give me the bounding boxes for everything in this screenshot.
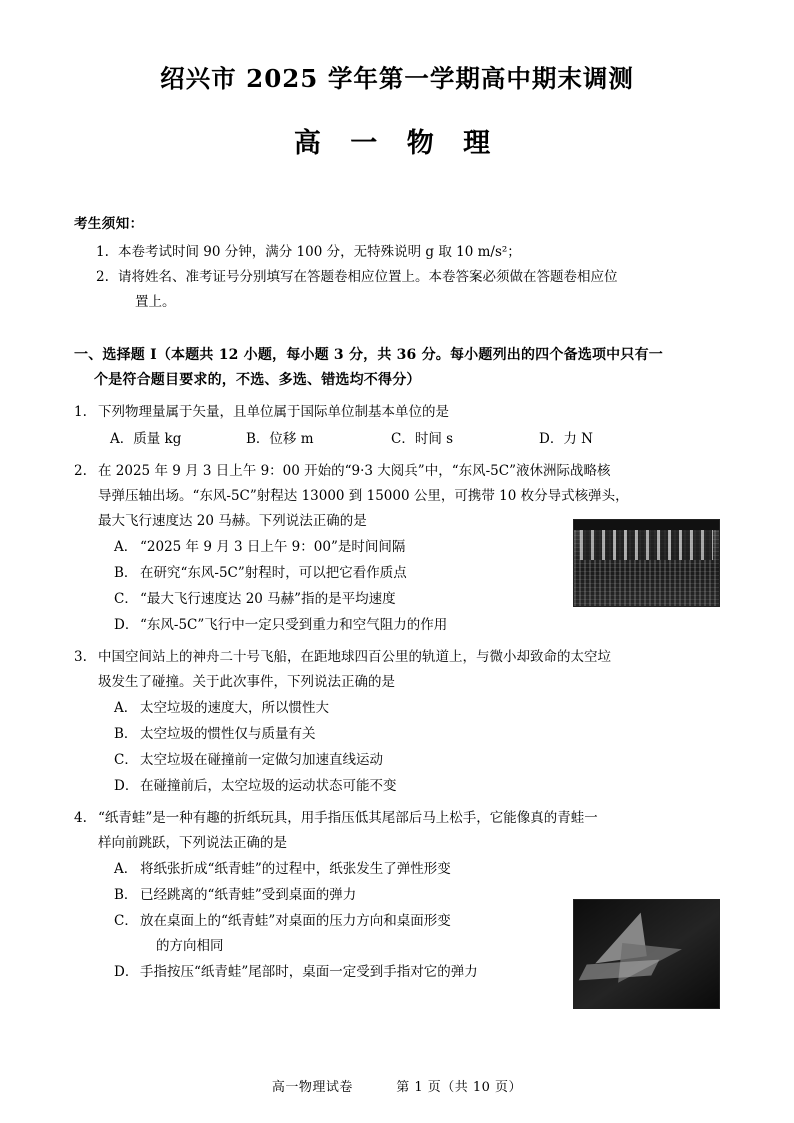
question-number: 2.	[74, 463, 87, 480]
page-title: 绍兴市 2025 学年第一学期高中期末调测	[160, 64, 634, 93]
notice-text: 本卷考试时间 90 分钟，满分 100 分，无特殊说明 g 取 10 m/s²；	[118, 244, 521, 260]
footer-right: 第 1 页（共 10 页）	[396, 1080, 523, 1095]
section-heading-line2: 个是符合题目要求的，不选、多选、错选均不得分）	[94, 372, 421, 389]
option-label: A．	[114, 860, 138, 877]
notice-list	[74, 240, 720, 315]
option-label: C．	[114, 912, 138, 929]
option-text: “2025 年 9 月 3 日上午 9：00”是时间间隔	[140, 539, 406, 556]
option-text: 将纸张折成“纸青蛙”的过程中，纸张发生了弹性形变	[140, 860, 451, 877]
question-stem	[74, 806, 720, 856]
question-stem	[74, 400, 720, 425]
question-text-line3: 最大飞行速度达 20 马赫。下列说法正确的是	[98, 513, 367, 530]
option-label: D．	[114, 777, 139, 794]
option-label: C．	[114, 591, 138, 608]
option-c	[74, 748, 720, 773]
option-b: B．位移 m	[246, 431, 314, 448]
notice-text	[118, 265, 720, 315]
photo-content	[574, 530, 719, 607]
option-label: B．	[114, 725, 138, 742]
subject-title: 高 一 物 理	[293, 128, 501, 159]
option-label: D．	[114, 617, 139, 634]
option-d	[74, 613, 720, 638]
option-text: 太空垃圾的惯性仅与质量有关	[140, 725, 316, 742]
question-number: 4.	[74, 809, 87, 826]
question-text	[98, 806, 720, 856]
question-text	[98, 645, 720, 695]
list-item	[74, 265, 720, 315]
list-item	[74, 240, 720, 265]
option-row	[74, 427, 720, 452]
option-text: 手指按压“纸青蛙”尾部时，桌面一定受到手指对它的弹力	[140, 963, 478, 980]
footer-left: 高一物理试卷	[271, 1080, 353, 1095]
option-a	[74, 696, 720, 721]
missile-parade-photo	[573, 519, 720, 607]
option-text: 已经跳离的“纸青蛙”受到桌面的弹力	[140, 886, 357, 903]
option-text: 在研究“东风-5C”射程时，可以把它看作质点	[140, 565, 407, 582]
option-d	[74, 774, 720, 799]
option-label: C．	[114, 751, 138, 768]
paper-frog-photo	[573, 899, 720, 1009]
question-number: 1.	[74, 404, 87, 421]
page-footer	[0, 1076, 794, 1095]
option-text-line1: 放在桌面上的“纸青蛙”对桌面的压力方向和桌面形变	[140, 912, 451, 929]
option-text: “最大飞行速度达 20 马赫”指的是平均速度	[140, 591, 396, 608]
notice-heading: 考生须知：	[74, 216, 144, 232]
option-text: “东风-5C”飞行中一定只受到重力和空气阻力的作用	[140, 617, 448, 634]
question-text-line2: 导弹压轴出场。“东风-5C”射程达 13000 到 15000 公里，可携带 10 枚分导式核弹头，	[98, 488, 629, 505]
question-text-line2: 样向前跳跃，下列说法正确的是	[98, 834, 287, 851]
question-number: 3.	[74, 649, 87, 665]
option-label: D．	[114, 963, 139, 980]
section-heading-line1: 一、选择题 I（本题共 12 小题，每小题 3 分，共 36 分。每小题列出的四个备选项中只有一	[74, 346, 663, 363]
question-text-line2: 圾发生了碰撞。关于此次事件，下列说法正确的是	[98, 673, 395, 690]
notice-text-line1: 请将姓名、准考证号分别填写在答题卷相应位置上。本卷答案必须做在答题卷相应位	[118, 268, 618, 285]
question-text-line1: 在 2025 年 9 月 3 日上午 9：00 开始的“9·3 大阅兵”中，“东风-5C”液休洲际战略核	[98, 463, 611, 480]
option-text: 太空垃圾在碰撞前一定做匀加速直线运动	[140, 751, 383, 768]
option-d: D．力 N	[539, 431, 593, 448]
option-label: A．	[114, 699, 138, 716]
question-text-line1: “纸青蛙”是一种有趣的折纸玩具，用手指压低其尾部后马上松手，它能像真的青蛙一	[98, 809, 598, 826]
question-stem	[74, 645, 720, 695]
option-a: A．质量 kg	[110, 431, 182, 448]
option-text: 在碰撞前后，太空垃圾的运动状态可能不变	[140, 777, 397, 794]
question-text: 下列物理量属于矢量，且单位属于国际单位制基本单位的是	[98, 404, 449, 421]
question-3	[74, 645, 720, 799]
option-text: 太空垃圾的速度大，所以惯性大	[140, 699, 329, 716]
option-c: C．时间 s	[391, 431, 454, 448]
option-label: B．	[114, 565, 138, 582]
notice-text-line2: 置上。	[135, 293, 176, 310]
section-heading	[74, 343, 720, 393]
question-1	[74, 400, 720, 452]
photo-content	[574, 900, 719, 1008]
notice-number: 2.	[96, 268, 109, 285]
option-text-line2: 的方向相同	[156, 937, 224, 954]
option-a	[74, 857, 720, 882]
option-label: B．	[114, 886, 138, 903]
question-text-line1: 中国空间站上的神舟二十号飞船，在距地球四百公里的轨道上，与微小却致命的太空垃	[98, 649, 611, 665]
option-b	[74, 722, 720, 747]
notice-number: 1.	[96, 244, 109, 260]
option-label: A．	[114, 539, 138, 556]
